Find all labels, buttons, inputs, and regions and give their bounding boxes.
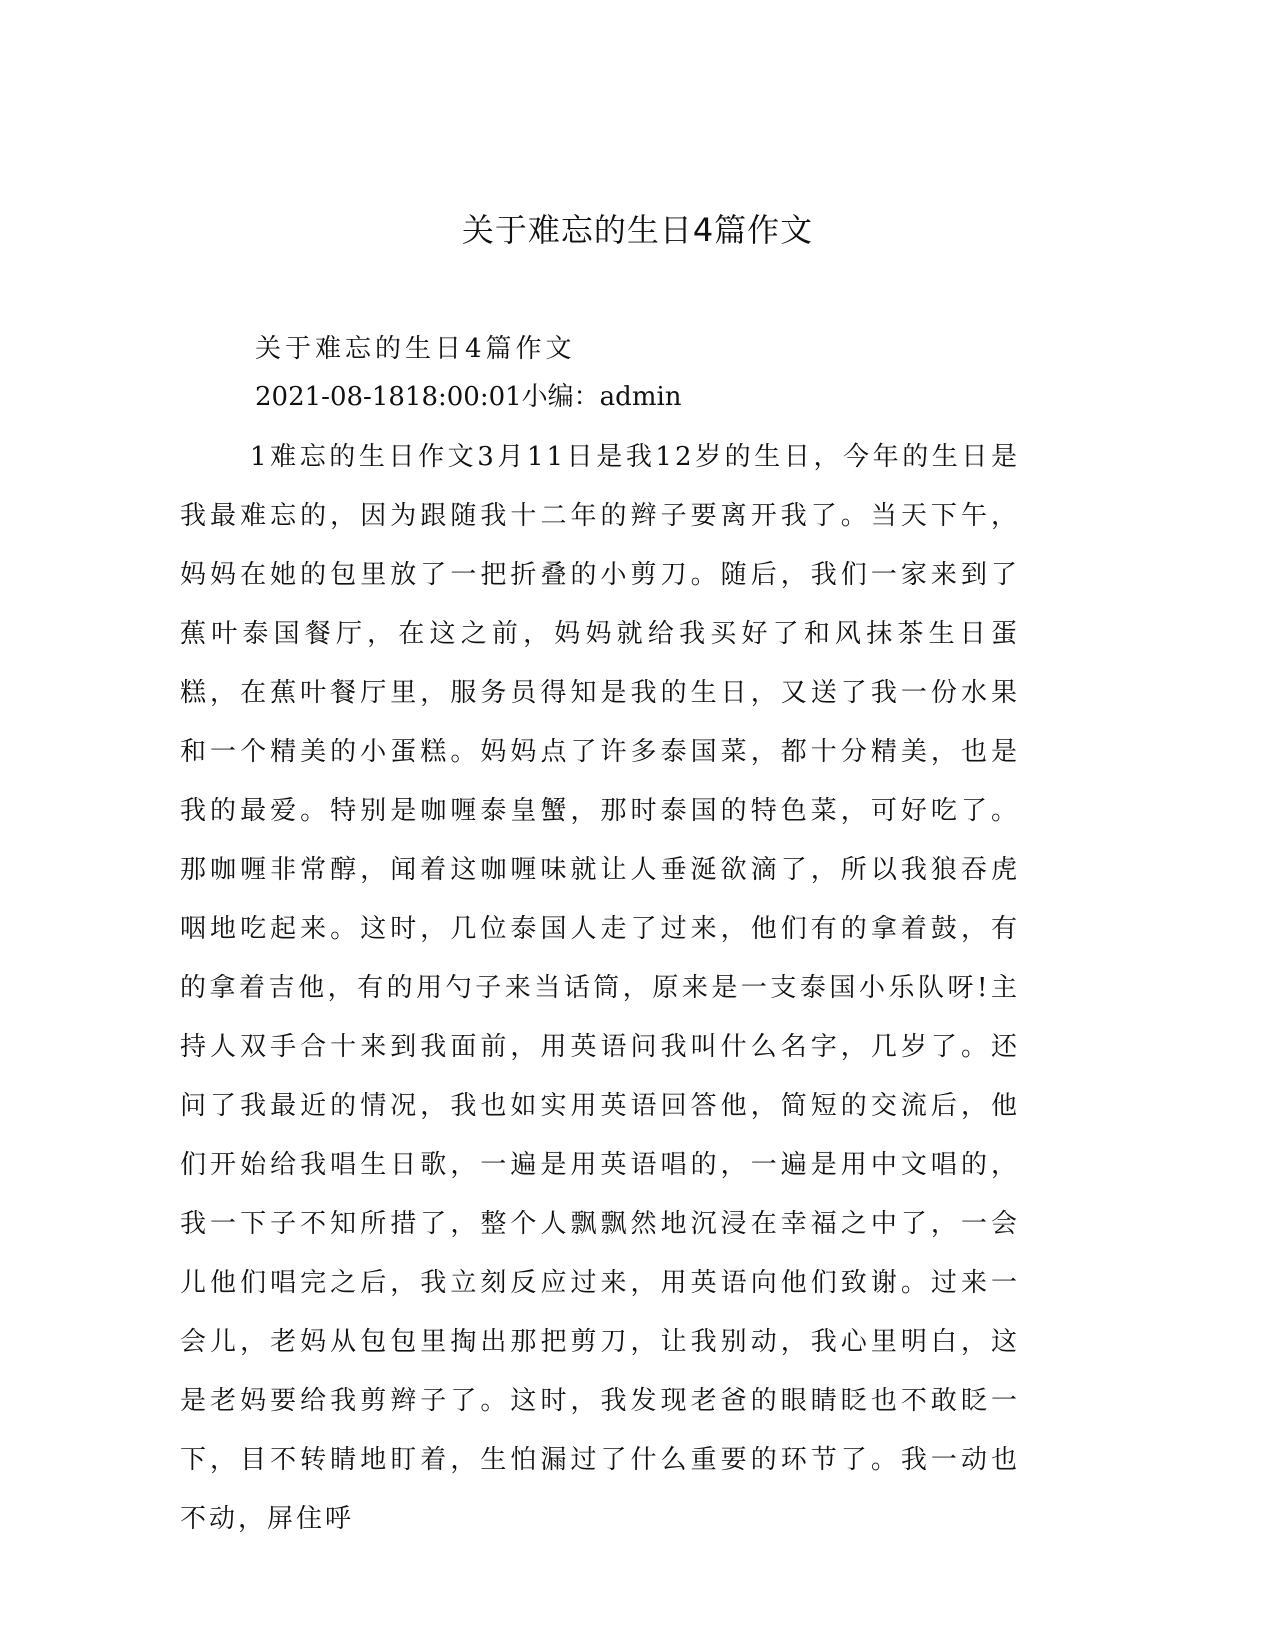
document-title: 关于难忘的生日4篇作文 [461, 211, 814, 249]
document-meta: 2021-08-1818:00:01小编：admin [255, 382, 682, 412]
body-paragraph: 1难忘的生日作文3月11日是我12岁的生日，今年的生日是我最难忘的，因为跟随我十二年的辫子要离开我了。当天下午，妈妈在她的包里放了一把折叠的小剪刀。随后，我们一家来到了蕉叶泰国餐厅，在这之前，妈妈就给我买好了和风抹茶生日蛋糕，在蕉叶餐厅里，服务员得知是我的生日，又送了我一份水果和一个精美的小蛋糕。妈妈点了许多泰国菜，都十分精美，也是我的最爱。特别是咖喱泰皇蟹，那时泰国的特色菜，可好吃了。那咖喱非常醇，闻着这咖喱味就让人垂涎欲滴了，所以我狼吞虎咽地吃起来。这时，几位泰国人走了过来，他们有的拿着鼓，有的拿着吉他，有的用勺子来当话筒，原来是一支泰国小乐队呀!主持人双手合十来到我面前，用英语问我叫什么名字，几岁了。还问了我最近的情况，我也如实用英语回答他，简短的交流后，他们开始给我唱生日歌，一遍是用英语唱的，一遍是用中文唱的，我一下子不知所措了，整个人飘飘然地沉浸在幸福之中了，一会儿他们唱完之后，我立刻反应过来，用英语向他们致谢。过来一会儿，老妈从包包里掏出那把剪刀，让我别动，我心里明白，这是老妈要给我剪辫子了。这时，我发现老爸的眼睛眨也不敢眨一下，目不转睛地盯着，生怕漏过了什么重要的环节了。我一动也不动，屏住呼 [180, 442, 1020, 1534]
document-subtitle: 关于难忘的生日4篇作文 [255, 334, 576, 364]
